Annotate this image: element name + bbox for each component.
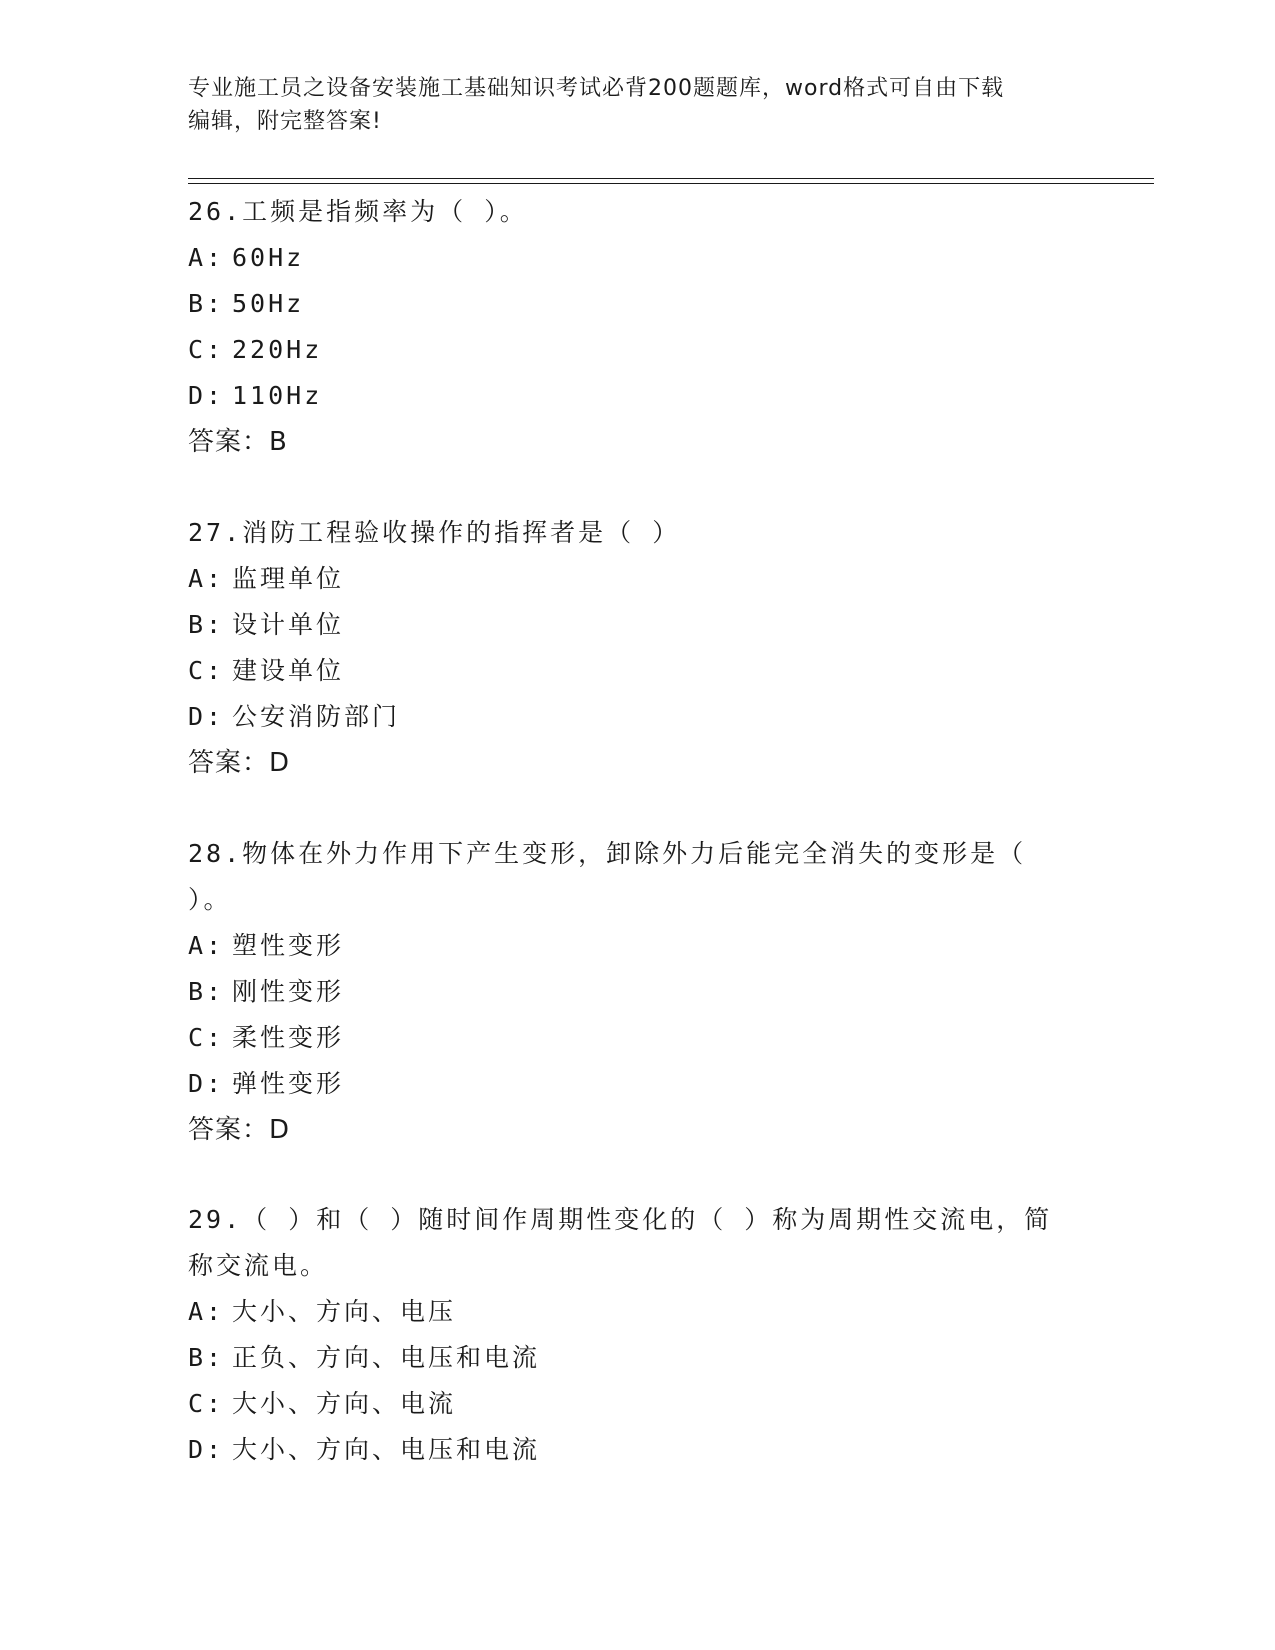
option-key: D: xyxy=(188,702,225,731)
option-text: 大小、方向、电压 xyxy=(232,1297,457,1326)
option-b xyxy=(188,281,1068,327)
option-text: 塑性变形 xyxy=(232,931,345,960)
option-text: 监理单位 xyxy=(232,564,345,593)
question-stem-continued: 称交流电。 xyxy=(188,1251,329,1280)
option-c xyxy=(188,1015,1068,1061)
option-text: 公安消防部门 xyxy=(232,702,401,731)
document-header xyxy=(188,72,1068,138)
option-text: 弹性变形 xyxy=(232,1069,345,1098)
option-key: C: xyxy=(188,335,225,364)
question-stem: 26.工频是指频率为（ ）。 xyxy=(188,197,528,226)
option-a xyxy=(188,923,1068,969)
option-text: 110Hz xyxy=(232,381,323,410)
option-a xyxy=(188,556,1068,602)
option-text: 柔性变形 xyxy=(232,1023,345,1052)
question-28 xyxy=(188,831,1068,1153)
option-d xyxy=(188,1427,1068,1473)
option-text: 大小、方向、电流 xyxy=(232,1389,457,1418)
option-c xyxy=(188,327,1068,373)
option-key: B: xyxy=(188,1343,225,1372)
header-divider-bottom xyxy=(188,183,1154,184)
answer-label: 答案：D xyxy=(188,1115,291,1145)
question-stem: 28.物体在外力作用下产生变形，卸除外力后能完全消失的变形是（ xyxy=(188,839,1027,868)
option-text: 正负、方向、电压和电流 xyxy=(232,1343,541,1372)
option-text: 刚性变形 xyxy=(232,977,345,1006)
option-text: 50Hz xyxy=(232,289,305,318)
answer-label: 答案：D xyxy=(188,748,291,778)
option-text: 设计单位 xyxy=(232,610,345,639)
option-key: A: xyxy=(188,1297,225,1326)
question-stem-continued: ）。 xyxy=(188,885,232,914)
option-d xyxy=(188,373,1068,419)
option-a xyxy=(188,1289,1068,1335)
option-key: C: xyxy=(188,656,225,685)
question-27 xyxy=(188,510,1068,786)
option-c xyxy=(188,648,1068,694)
option-key: D: xyxy=(188,381,225,410)
answer-label: 答案：B xyxy=(188,427,288,457)
question-26 xyxy=(188,189,1068,465)
option-key: D: xyxy=(188,1069,225,1098)
option-b xyxy=(188,969,1068,1015)
option-text: 220Hz xyxy=(232,335,323,364)
option-b xyxy=(188,602,1068,648)
option-text: 建设单位 xyxy=(232,656,345,685)
option-key: A: xyxy=(188,564,225,593)
option-key: D: xyxy=(188,1435,225,1464)
question-stem: 27.消防工程验收操作的指挥者是（ ） xyxy=(188,518,681,547)
header-title-line2: 编辑，附完整答案! xyxy=(188,109,382,134)
question-29 xyxy=(188,1197,1068,1473)
option-key: B: xyxy=(188,977,225,1006)
option-text: 60Hz xyxy=(232,243,305,272)
option-key: C: xyxy=(188,1023,225,1052)
question-stem: 29.（ ）和（ ）随时间作周期性变化的（ ）称为周期性交流电，简 xyxy=(188,1205,1053,1234)
header-divider-top xyxy=(188,178,1154,179)
option-d xyxy=(188,694,1068,740)
option-c xyxy=(188,1381,1068,1427)
option-key: C: xyxy=(188,1389,225,1418)
option-b xyxy=(188,1335,1068,1381)
header-title-line1: 专业施工员之设备安装施工基础知识考试必背200题题库，word格式可自由下载 xyxy=(188,76,1005,101)
option-text: 大小、方向、电压和电流 xyxy=(232,1435,541,1464)
option-key: A: xyxy=(188,243,225,272)
option-key: B: xyxy=(188,610,225,639)
option-key: A: xyxy=(188,931,225,960)
option-key: B: xyxy=(188,289,225,318)
option-a xyxy=(188,235,1068,281)
option-d xyxy=(188,1061,1068,1107)
